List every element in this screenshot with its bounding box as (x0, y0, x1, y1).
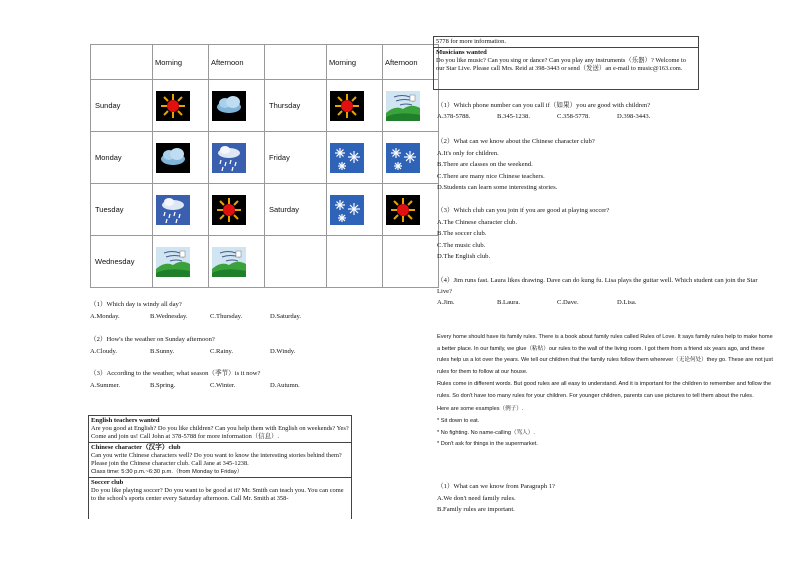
weather-cell (209, 236, 265, 288)
option: A.Summer. (90, 382, 121, 389)
rainy-icon (212, 143, 246, 173)
sunny-icon (156, 91, 190, 121)
option: B.Sunny. (150, 348, 175, 355)
ads-box-left (88, 415, 352, 519)
weather-cell (209, 132, 265, 184)
weather-cell (383, 132, 439, 184)
ad-title: English teachers wanted (91, 417, 160, 424)
option: A.It's only for children. (437, 149, 499, 157)
paragraph: Rules come in different words. But good rules are all easy to understand. And it is important for the children to remember and follow the rules. So don't have too many rules for your children. For younger children, parents can use pictures to tell them about the rules. (437, 381, 772, 399)
windy-icon (386, 91, 420, 121)
paragraph: Here are some examples（例子）. (437, 405, 524, 412)
option: C.Dave. (557, 299, 579, 306)
question-3 (90, 369, 330, 390)
option: C.There are many nice Chinese teachers. (437, 172, 545, 180)
option: C.Thursday. (210, 313, 243, 320)
question-text: （2）What can we know about the Chinese character club? (437, 138, 595, 145)
ad-body: Are you good at English? Do you like children? Can you help them with English on weekends? Yes? Come and join us! Call John at 378-5788 for more information（信息）. (91, 425, 349, 440)
question-text: （3）According to the weather, what season（季节）is it now? (90, 370, 261, 377)
day-label: Monday (91, 132, 153, 184)
ad-english-teachers (89, 416, 351, 443)
weather-cell (153, 132, 209, 184)
header-afternoon: Afternoon (209, 45, 265, 80)
options (90, 347, 330, 356)
snowy-icon (330, 195, 364, 225)
ad-soccer-continued: 5778 for more information. (434, 37, 698, 48)
passage-question-1 (437, 481, 767, 516)
windy-icon (212, 247, 246, 277)
option: D.398-3443. (617, 113, 651, 120)
option: B.Wednesday. (150, 313, 188, 320)
weather-row (91, 184, 439, 236)
weather-cell (383, 184, 439, 236)
header-morning: Morning (153, 45, 209, 80)
question-1 (90, 300, 330, 321)
option: C.Winter. (210, 382, 236, 389)
options (90, 312, 330, 321)
snowy-icon (330, 143, 364, 173)
weather-cell (153, 184, 209, 236)
question-text: （1）What can we know from Paragraph 1? (437, 483, 555, 490)
day-label: Sunday (91, 80, 153, 132)
ad-body: Do you like playing soccer? Do you want to be good at it? Mr. Smith can teach you. You can come to the school's sports center every Saturday afternoon. Call Mr. Smith at 358- (91, 487, 344, 502)
weather-cell (327, 132, 383, 184)
question-text: （2）How's the weather on Sunday afternoon? (90, 336, 215, 343)
option: A.Jim. (437, 299, 455, 306)
option: D.Windy. (270, 348, 296, 355)
option: C.358-5778. (557, 113, 590, 120)
family-rules-passage (437, 332, 774, 451)
weather-cell (327, 80, 383, 132)
weather-cell (209, 184, 265, 236)
option: A.Monday. (90, 313, 120, 320)
rule-item: * No fighting. No name-calling（骂人）. (437, 429, 535, 436)
ad-musicians (434, 48, 698, 74)
options (90, 381, 330, 390)
option: B.Laura. (497, 299, 521, 306)
option: D.Saturday. (270, 313, 302, 320)
reading-question-2 (437, 136, 767, 194)
empty-cell (265, 236, 327, 288)
weather-row (91, 132, 439, 184)
day-label: Wednesday (91, 236, 153, 288)
ad-class-time: Class time: 5:30 p.m.~6:30 p.m.（from Monday to Friday） (91, 469, 243, 475)
empty-cell (327, 236, 383, 288)
day-label: Saturday (265, 184, 327, 236)
ad-body: Can you write Chinese characters well? Do you want to know the interesting stories behind them? Please join the Chinese character club. Call Jane at 345-1238. (91, 452, 342, 467)
option: B.345-1238. (497, 113, 530, 120)
weather-row (91, 80, 439, 132)
option: A.We don't need family rules. (437, 494, 516, 502)
reading-question-1 (437, 101, 767, 121)
question-text: （1）Which phone number can you call if（如果）you are good with children? (437, 102, 651, 109)
option: D.Lisa. (617, 299, 637, 306)
option: A.The Chinese character club. (437, 218, 518, 226)
header-empty-2 (265, 45, 327, 80)
options (437, 297, 767, 308)
options (437, 112, 767, 121)
option: A.378-5788. (437, 113, 471, 120)
option: C.Rainy. (210, 348, 234, 355)
paragraph: Every home should have its family rules. There is a book about family rules called Rules of Love. It says family rules help to make home a better place. In our family, we glue（粘贴）our rules to the wall of the living room. I got them from a friend six years ago, and these rules help us a lot over the years. We tell our children that the family rules follow them wherever（无论何处）they go. These are not just rules for them to follow at our house. (437, 334, 773, 375)
weather-header-row (91, 45, 439, 80)
day-label: Thursday (265, 80, 327, 132)
question-text: （4）Jim runs fast. Laura likes drawing. Dave can do kung fu. Lisa plays the guitar well. Which student can join the Star Live? (437, 277, 758, 295)
option: A.Cloudy. (90, 348, 118, 355)
question-text: （1）Which day is windy all day? (90, 301, 182, 308)
question-2 (90, 335, 330, 356)
sunny-icon (386, 195, 420, 225)
weather-cell (327, 184, 383, 236)
weather-row (91, 236, 439, 288)
option: B.Family rules are important. (437, 506, 515, 514)
ad-title: Chinese character（汉字）club (91, 444, 181, 451)
ad-title: Soccer club (91, 479, 124, 486)
ad-chinese-club (89, 443, 351, 478)
rule-item: * Don't ask for things in the supermarket. (437, 441, 538, 448)
day-label: Tuesday (91, 184, 153, 236)
rule-item: * Sit down to eat. (437, 418, 480, 425)
option: D.The English club. (437, 253, 491, 261)
option: B.There are classes on the weekend. (437, 161, 533, 169)
weather-cell (209, 80, 265, 132)
weather-cell (153, 236, 209, 288)
reading-question-3 (437, 205, 767, 263)
day-label: Friday (265, 132, 327, 184)
question-text: （3）Which club can you join if you are good at playing soccer? (437, 207, 610, 214)
ads-box-right (433, 36, 699, 90)
sunny-icon (212, 195, 246, 225)
weather-cell (153, 80, 209, 132)
empty-cell (383, 236, 439, 288)
sunny-icon (330, 91, 364, 121)
ad-title: Musicians wanted (436, 49, 487, 56)
cloudy-icon (212, 91, 246, 121)
option: D.Students can learn some interesting stories. (437, 184, 558, 192)
windy-icon (156, 247, 190, 277)
option: D.Autumn. (270, 382, 300, 389)
header-empty (91, 45, 153, 80)
header-morning-2: Morning (327, 45, 383, 80)
header-afternoon-2: Afternoon (383, 45, 439, 80)
ad-body: Do you like music? Can you sing or dance? Can you play any instruments（乐器）? Welcome to our Star Live. Please call Mrs. Reid at 398-3443 or send（发送）an e-mail to music@163.com. (436, 57, 686, 72)
option: B.The soccer club. (437, 230, 487, 238)
weather-table (90, 44, 439, 288)
cloudy-icon (156, 143, 190, 173)
option: B.Spring. (150, 382, 176, 389)
option: C.The music club. (437, 241, 486, 249)
weather-cell (383, 80, 439, 132)
rainy-icon (156, 195, 190, 225)
ad-soccer-club (89, 478, 351, 504)
snowy-icon (386, 143, 420, 173)
reading-question-4 (437, 275, 767, 308)
